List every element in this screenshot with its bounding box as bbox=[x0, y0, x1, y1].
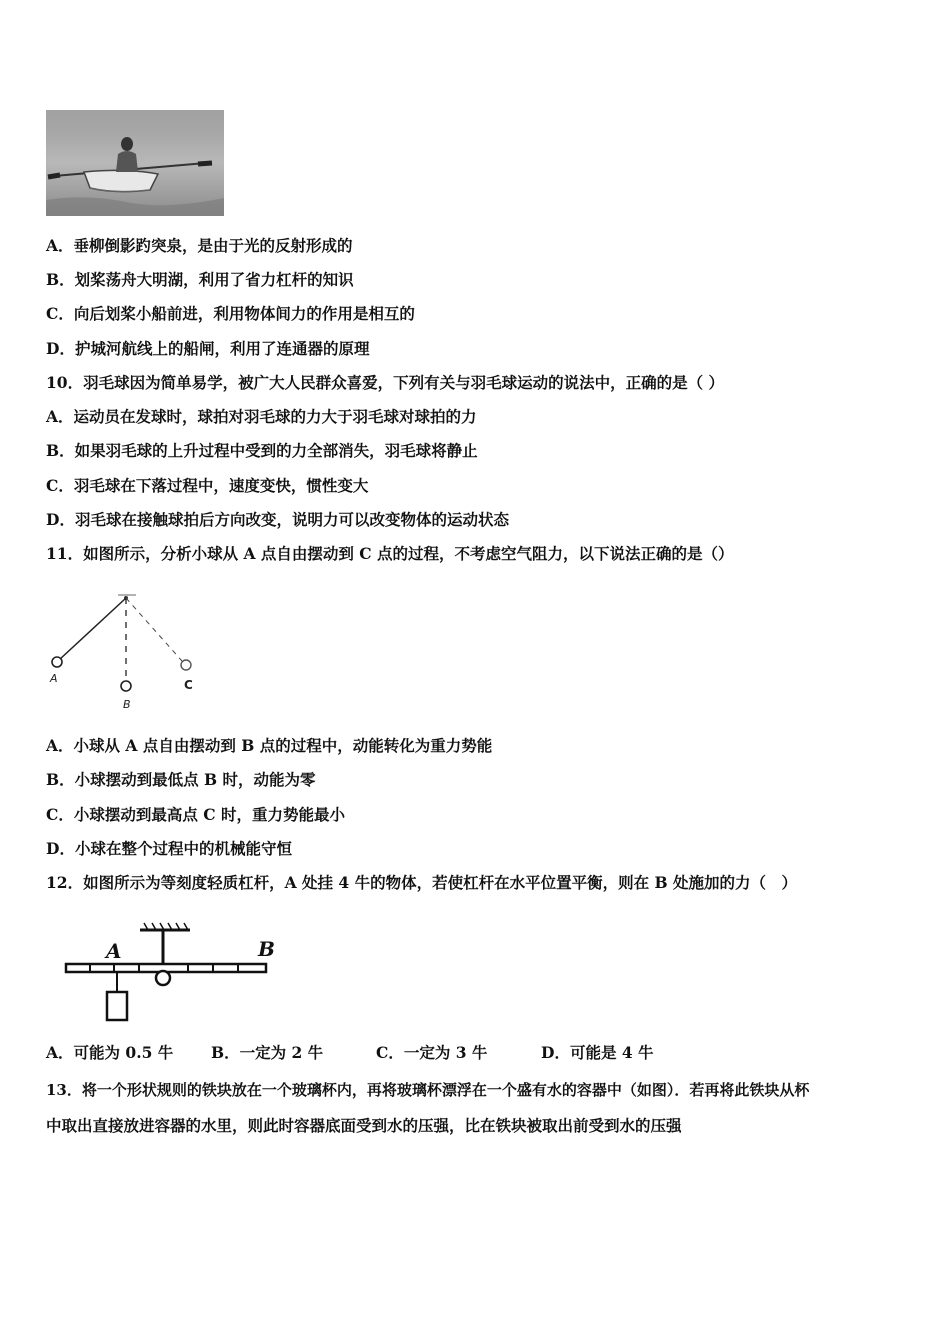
q12-stem: 12．如图所示为等刻度轻质杠杆，A 处挂 4 牛的物体，若使杠杆在水平位置平衡，则在 B 处施加的力（ ） bbox=[46, 873, 797, 892]
pendulum-label-b: B bbox=[123, 698, 131, 710]
q13-line-1: 13．将一个形状规则的铁块放在一个玻璃杯内，再将玻璃杯漂浮在一个盛有水的容器中（如图）．若再将此铁块从杯 bbox=[46, 1081, 810, 1099]
lever-label-a: A bbox=[106, 939, 122, 963]
q9-option-d: D．护城河航线上的船闸，利用了连通器的原理 bbox=[46, 339, 370, 358]
q11-option-c: C．小球摆动到最高点 C 时，重力势能最小 bbox=[46, 805, 345, 824]
q10-option-d: D．羽毛球在接触球拍后方向改变，说明力可以改变物体的运动状态 bbox=[46, 510, 509, 529]
q11-option-b: B．小球摆动到最低点 B 时，动能为零 bbox=[46, 770, 316, 789]
q10-stem: 10．羽毛球因为简单易学，被广大人民群众喜爱，下列有关与羽毛球运动的说法中，正确的是（ ） bbox=[46, 373, 724, 392]
q12-option-c: C．一定为 3 牛 bbox=[376, 1043, 488, 1062]
lever-label-b: B bbox=[258, 937, 275, 961]
q12-option-a: A．可能为 0.5 牛 bbox=[46, 1043, 174, 1062]
pendulum-label-c: C bbox=[184, 678, 193, 692]
q9-option-b: B．划桨荡舟大明湖，利用了省力杠杆的知识 bbox=[46, 270, 354, 289]
q12-options-row bbox=[46, 1041, 654, 1063]
q12-option-b: B．一定为 2 牛 bbox=[211, 1043, 324, 1062]
q11-option-d: D．小球在整个过程中的机械能守恒 bbox=[46, 839, 292, 858]
q12-option-d: D．可能是 4 牛 bbox=[541, 1043, 654, 1062]
lever-diagram bbox=[60, 920, 280, 1025]
q10-option-c: C．羽毛球在下落过程中，速度变快，惯性变大 bbox=[46, 476, 369, 495]
q11-option-a: A．小球从 A 点自由摆动到 B 点的过程中，动能转化为重力势能 bbox=[46, 736, 493, 755]
rowing-boat-photo bbox=[46, 110, 224, 216]
q11-stem: 11．如图所示，分析小球从 A 点自由摆动到 C 点的过程，不考虑空气阻力，以下说法正确的是（） bbox=[46, 544, 734, 563]
q13-line-2: 中取出直接放进容器的水里，则此时容器底面受到水的压强，比在铁块被取出前受到水的压强 bbox=[46, 1116, 682, 1135]
q10-option-b: B．如果羽毛球的上升过程中受到的力全部消失，羽毛球将静止 bbox=[46, 441, 478, 460]
q9-option-c: C．向后划桨小船前进，利用物体间力的作用是相互的 bbox=[46, 304, 415, 323]
pendulum-label-a: A bbox=[50, 672, 58, 685]
q9-option-a: A．垂柳倒影趵突泉，是由于光的反射形成的 bbox=[46, 236, 353, 255]
pendulum-diagram bbox=[46, 590, 206, 710]
q10-option-a: A．运动员在发球时，球拍对羽毛球的力大于羽毛球对球拍的力 bbox=[46, 407, 477, 426]
